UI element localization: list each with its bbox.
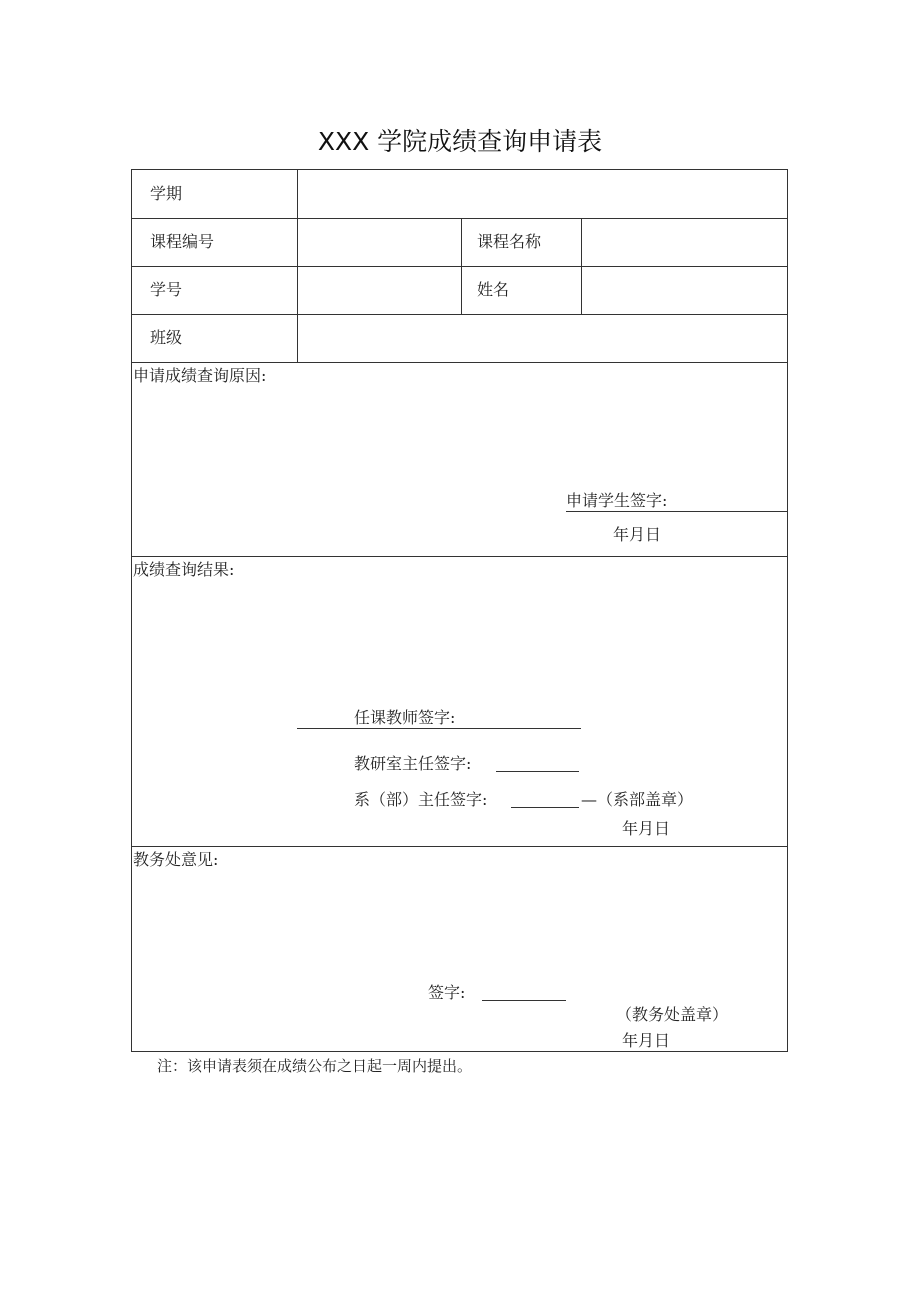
- course-name-label: 课程名称: [477, 232, 542, 251]
- course-code-label: 课程编号: [150, 232, 215, 251]
- teacher-signature-line[interactable]: [297, 728, 581, 729]
- student-id-label: 学号: [150, 280, 183, 299]
- row-divider: [132, 266, 787, 267]
- teacher-signature-label: 任课教师签字:: [354, 708, 456, 727]
- academic-affairs-signature-line[interactable]: [482, 1000, 566, 1001]
- reason-date-label: 年月日: [613, 525, 662, 544]
- reason-section-label: 申请成绩查询原因:: [133, 366, 267, 385]
- footnote: 注：该申请表须在成绩公布之日起一周内提出。: [157, 1057, 473, 1075]
- lab-director-signature-label: 教研室主任签字:: [354, 754, 472, 773]
- course-name-field[interactable]: [592, 232, 782, 252]
- form-title: XXX 学院成绩查询申请表: [317, 127, 603, 156]
- class-field[interactable]: [312, 328, 772, 348]
- col-divider: [297, 170, 298, 362]
- col-divider: [461, 218, 462, 314]
- student-id-field[interactable]: [312, 280, 452, 300]
- academic-affairs-date-label: 年月日: [622, 1031, 671, 1050]
- result-date-label: 年月日: [622, 819, 671, 838]
- section-divider: [132, 846, 787, 847]
- application-form-table: [131, 169, 788, 1052]
- lab-director-signature-line[interactable]: [496, 771, 579, 772]
- term-field[interactable]: [312, 184, 772, 204]
- academic-affairs-seal-label: （教务处盖章）: [616, 1005, 729, 1024]
- row-divider: [132, 218, 787, 219]
- student-signature-line[interactable]: [566, 511, 787, 512]
- academic-affairs-signature-label: 签字:: [428, 983, 466, 1002]
- col-divider: [581, 218, 582, 314]
- student-name-label: 姓名: [477, 280, 510, 299]
- row-divider: [132, 314, 787, 315]
- dept-seal-label: —（系部盖章）: [581, 790, 694, 809]
- dept-head-signature-line[interactable]: [511, 807, 579, 808]
- term-label: 学期: [150, 184, 183, 203]
- class-label: 班级: [150, 328, 183, 347]
- student-signature-label: 申请学生签字:: [566, 491, 668, 510]
- section-divider: [132, 556, 787, 557]
- dept-head-signature-label: 系（部）主任签字:: [354, 790, 488, 809]
- row-divider: [132, 362, 787, 363]
- student-name-field[interactable]: [592, 280, 782, 300]
- result-section-label: 成绩查询结果:: [133, 560, 235, 579]
- course-code-field[interactable]: [312, 232, 452, 252]
- academic-affairs-section-label: 教务处意见:: [133, 850, 219, 869]
